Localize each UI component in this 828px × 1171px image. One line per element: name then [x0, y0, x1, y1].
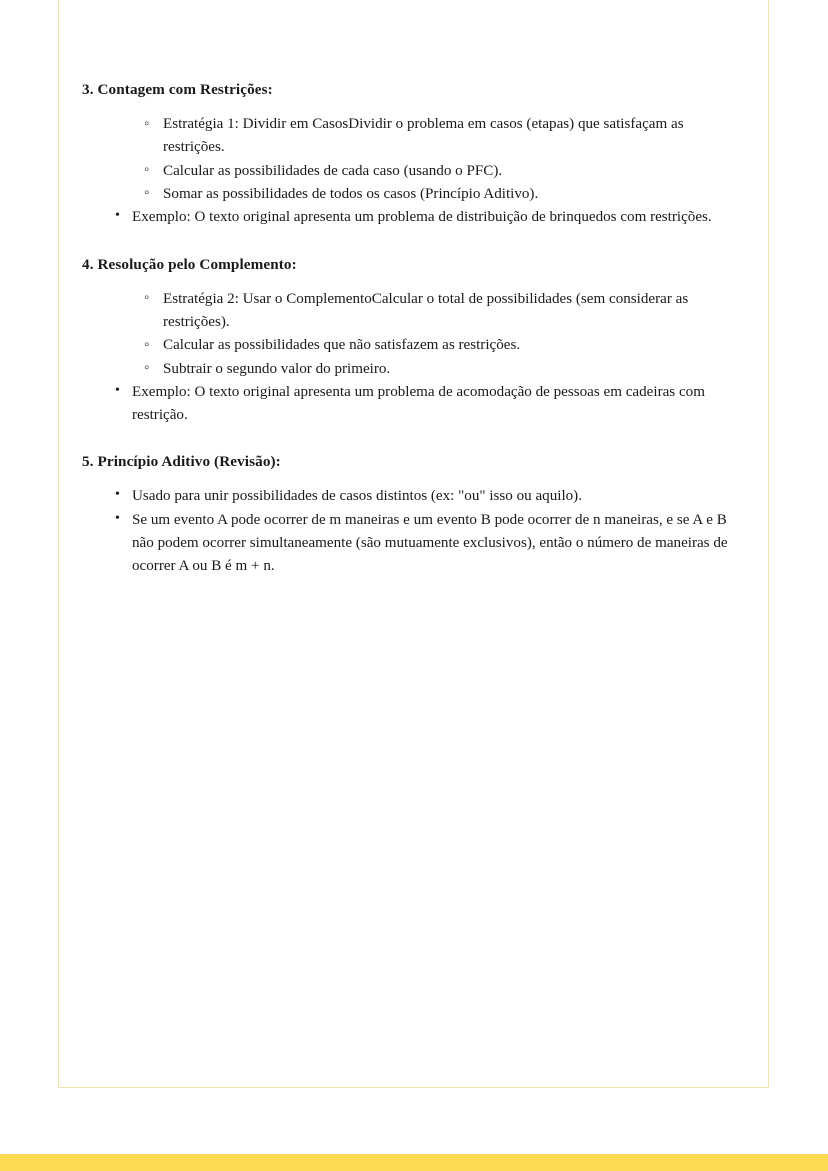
section-block	[82, 80, 747, 230]
section-list	[82, 288, 747, 428]
list-item: • Exemplo: O texto original apresenta um problema de distribuição de brinquedos com restrições.	[82, 206, 747, 229]
list-item: ◦ Somar as possibilidades de todos os casos (Princípio Aditivo).	[82, 183, 747, 206]
section-heading: 4. Resolução pelo Complemento:	[82, 255, 297, 273]
section-heading: 5. Princípio Aditivo (Revisão):	[82, 453, 281, 471]
bottom-accent-bar	[0, 1154, 828, 1171]
document-page	[58, 0, 769, 1088]
list-item: • Usado para unir possibilidades de casos distintos (ex: "ou" isso ou aquilo).	[82, 485, 747, 508]
section-block	[82, 452, 747, 578]
list-item: ◦ Estratégia 1: Dividir em CasosDividir o problema em casos (etapas) que satisfaçam as restrições.	[82, 113, 747, 160]
list-item: ◦ Subtrair o segundo valor do primeiro.	[82, 358, 747, 381]
list-item: ◦ Calcular as possibilidades que não satisfazem as restrições.	[82, 334, 747, 357]
list-item: • Se um evento A pode ocorrer de m maneiras e um evento B pode ocorrer de n maneiras, e se A e B não podem ocorrer simultaneamente (são mutuamente exclusivos), então o número de maneiras de ocorrer A ou B é m + n.	[82, 509, 747, 579]
list-item: • Exemplo: O texto original apresenta um problema de acomodação de pessoas em cadeiras com restrição.	[82, 381, 747, 428]
list-item: ◦ Calcular as possibilidades de cada caso (usando o PFC).	[82, 160, 747, 183]
section-block	[82, 255, 747, 428]
section-list	[82, 113, 747, 230]
list-item: ◦ Estratégia 2: Usar o ComplementoCalcular o total de possibilidades (sem considerar as restrições).	[82, 288, 747, 335]
section-heading: 3. Contagem com Restrições:	[82, 81, 273, 98]
section-list	[82, 485, 747, 578]
document-body	[82, 80, 747, 579]
